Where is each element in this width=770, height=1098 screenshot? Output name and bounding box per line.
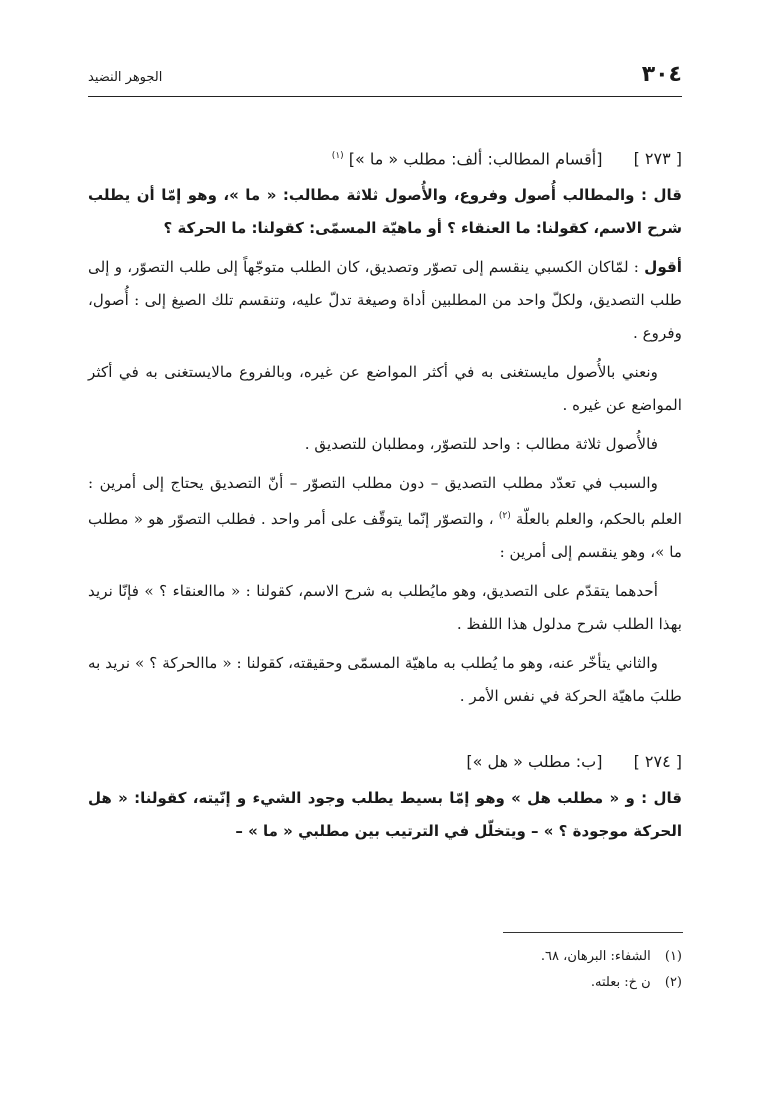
- footnote-ref-1: (١): [331, 151, 344, 161]
- paragraph-text: والسبب في تعدّد مطلب التصديق – دون مطلب التصوّر – أنّ التصديق يحتاج إلى أمرين : العلم بالحكم، والعلم بالعلّة: [88, 474, 682, 529]
- paragraph-text: : لمّاكان الكسبي ينقسم إلى تصوّر وتصديق، كان الطلب متوجّهاً إلى طلب التصوّر، و إلى طلب التصديق، ولكلّ واحد من المطلبين أداة وصيغة تدلّ عليه، وتنقسم تلك الصيغ إلى : أُصول، وفروع .: [88, 258, 682, 343]
- footnote-text: ن خ: بعلته.: [590, 975, 651, 990]
- footnote-1: [282, 944, 682, 970]
- section-heading-274: [88, 745, 682, 778]
- footnote-ref-2: (٢): [498, 511, 511, 522]
- paragraph-aqulu: [88, 251, 682, 350]
- paragraph-7: والثاني يتأخّر عنه، وهو ما يُطلب به ماهيّة المسمّى وحقيقته، كقولنا : « ماالحركة ؟ » نريد به طلبَ ماهيّة الحركة في نفس الأمر .: [88, 654, 682, 706]
- footnote-text: الشفاء: البرهان، ٦٨.: [540, 949, 651, 964]
- paragraph-3: ونعني بالأُصول مايستغنى به في أكثر المواضع عن غيره، وبالفروع مالايستغنى به في أكثر المواضع عن غيره .: [88, 363, 682, 415]
- spacer: [88, 719, 682, 745]
- paragraph-text: : و « مطلب هل » وهو إمّا بسيط يطلب وجود الشيء و إنّيته، كقولنا: « هل الحركة موجودة ؟ » – ويتخلّل في الترتيب بين مطلبي « ما » –: [88, 789, 682, 841]
- section-title: [أقسام المطالب: ألف: مطلب « ما »]: [348, 149, 603, 169]
- qala-label: قال: [653, 186, 682, 205]
- paragraph-5: [88, 467, 682, 569]
- page-body: [88, 140, 682, 854]
- paragraph-qala-1: [88, 179, 682, 245]
- paragraph-4: فالأُصول ثلاثة مطالب : واحد للتصوّر، ومطلبان للتصديق .: [304, 435, 658, 454]
- paragraph-qala-2: [88, 782, 682, 848]
- footnotes: [282, 944, 682, 996]
- footnote-2: [282, 970, 682, 996]
- qala-label: قال: [653, 789, 682, 808]
- section-number: [ ٢٧٣ ]: [633, 149, 682, 169]
- footnote-number: (٢): [664, 975, 682, 990]
- paragraph-text: : والمطالب أُصول وفروع، والأُصول ثلاثة مطالب: « ما »، وهو إمّا أن يطلب شرح الاسم، كقولنا: ما العنقاء ؟ أو ماهيّة المسمّى: كقولنا: ما الحركة ؟: [88, 186, 682, 238]
- aqulu-label: أقول: [644, 258, 683, 277]
- footnote-number: (١): [664, 949, 682, 964]
- running-head: الجوهر النضيد: [88, 70, 163, 85]
- section-number: [ ٢٧٤ ]: [633, 752, 682, 772]
- page-header: [88, 62, 682, 97]
- page-number: ٣٠٤: [641, 62, 682, 87]
- paragraph-6: أحدهما يتقدّم على التصديق، وهو مايُطلب به شرح الاسم، كقولنا : « ماالعنقاء ؟ » فإنّا نريد بهذا الطلب شرح مدلول هذا اللفظ .: [88, 582, 682, 634]
- paragraph-text: ، والتصوّر إنّما يتوقّف على أمر واحد . فطلب التصوّر هو « مطلب ما »، وهو ينقسم إلى أمرين :: [88, 510, 682, 562]
- footnote-rule: [503, 932, 683, 933]
- section-title: [ب: مطلب « هل »]: [466, 752, 603, 772]
- section-heading-273: [88, 140, 682, 175]
